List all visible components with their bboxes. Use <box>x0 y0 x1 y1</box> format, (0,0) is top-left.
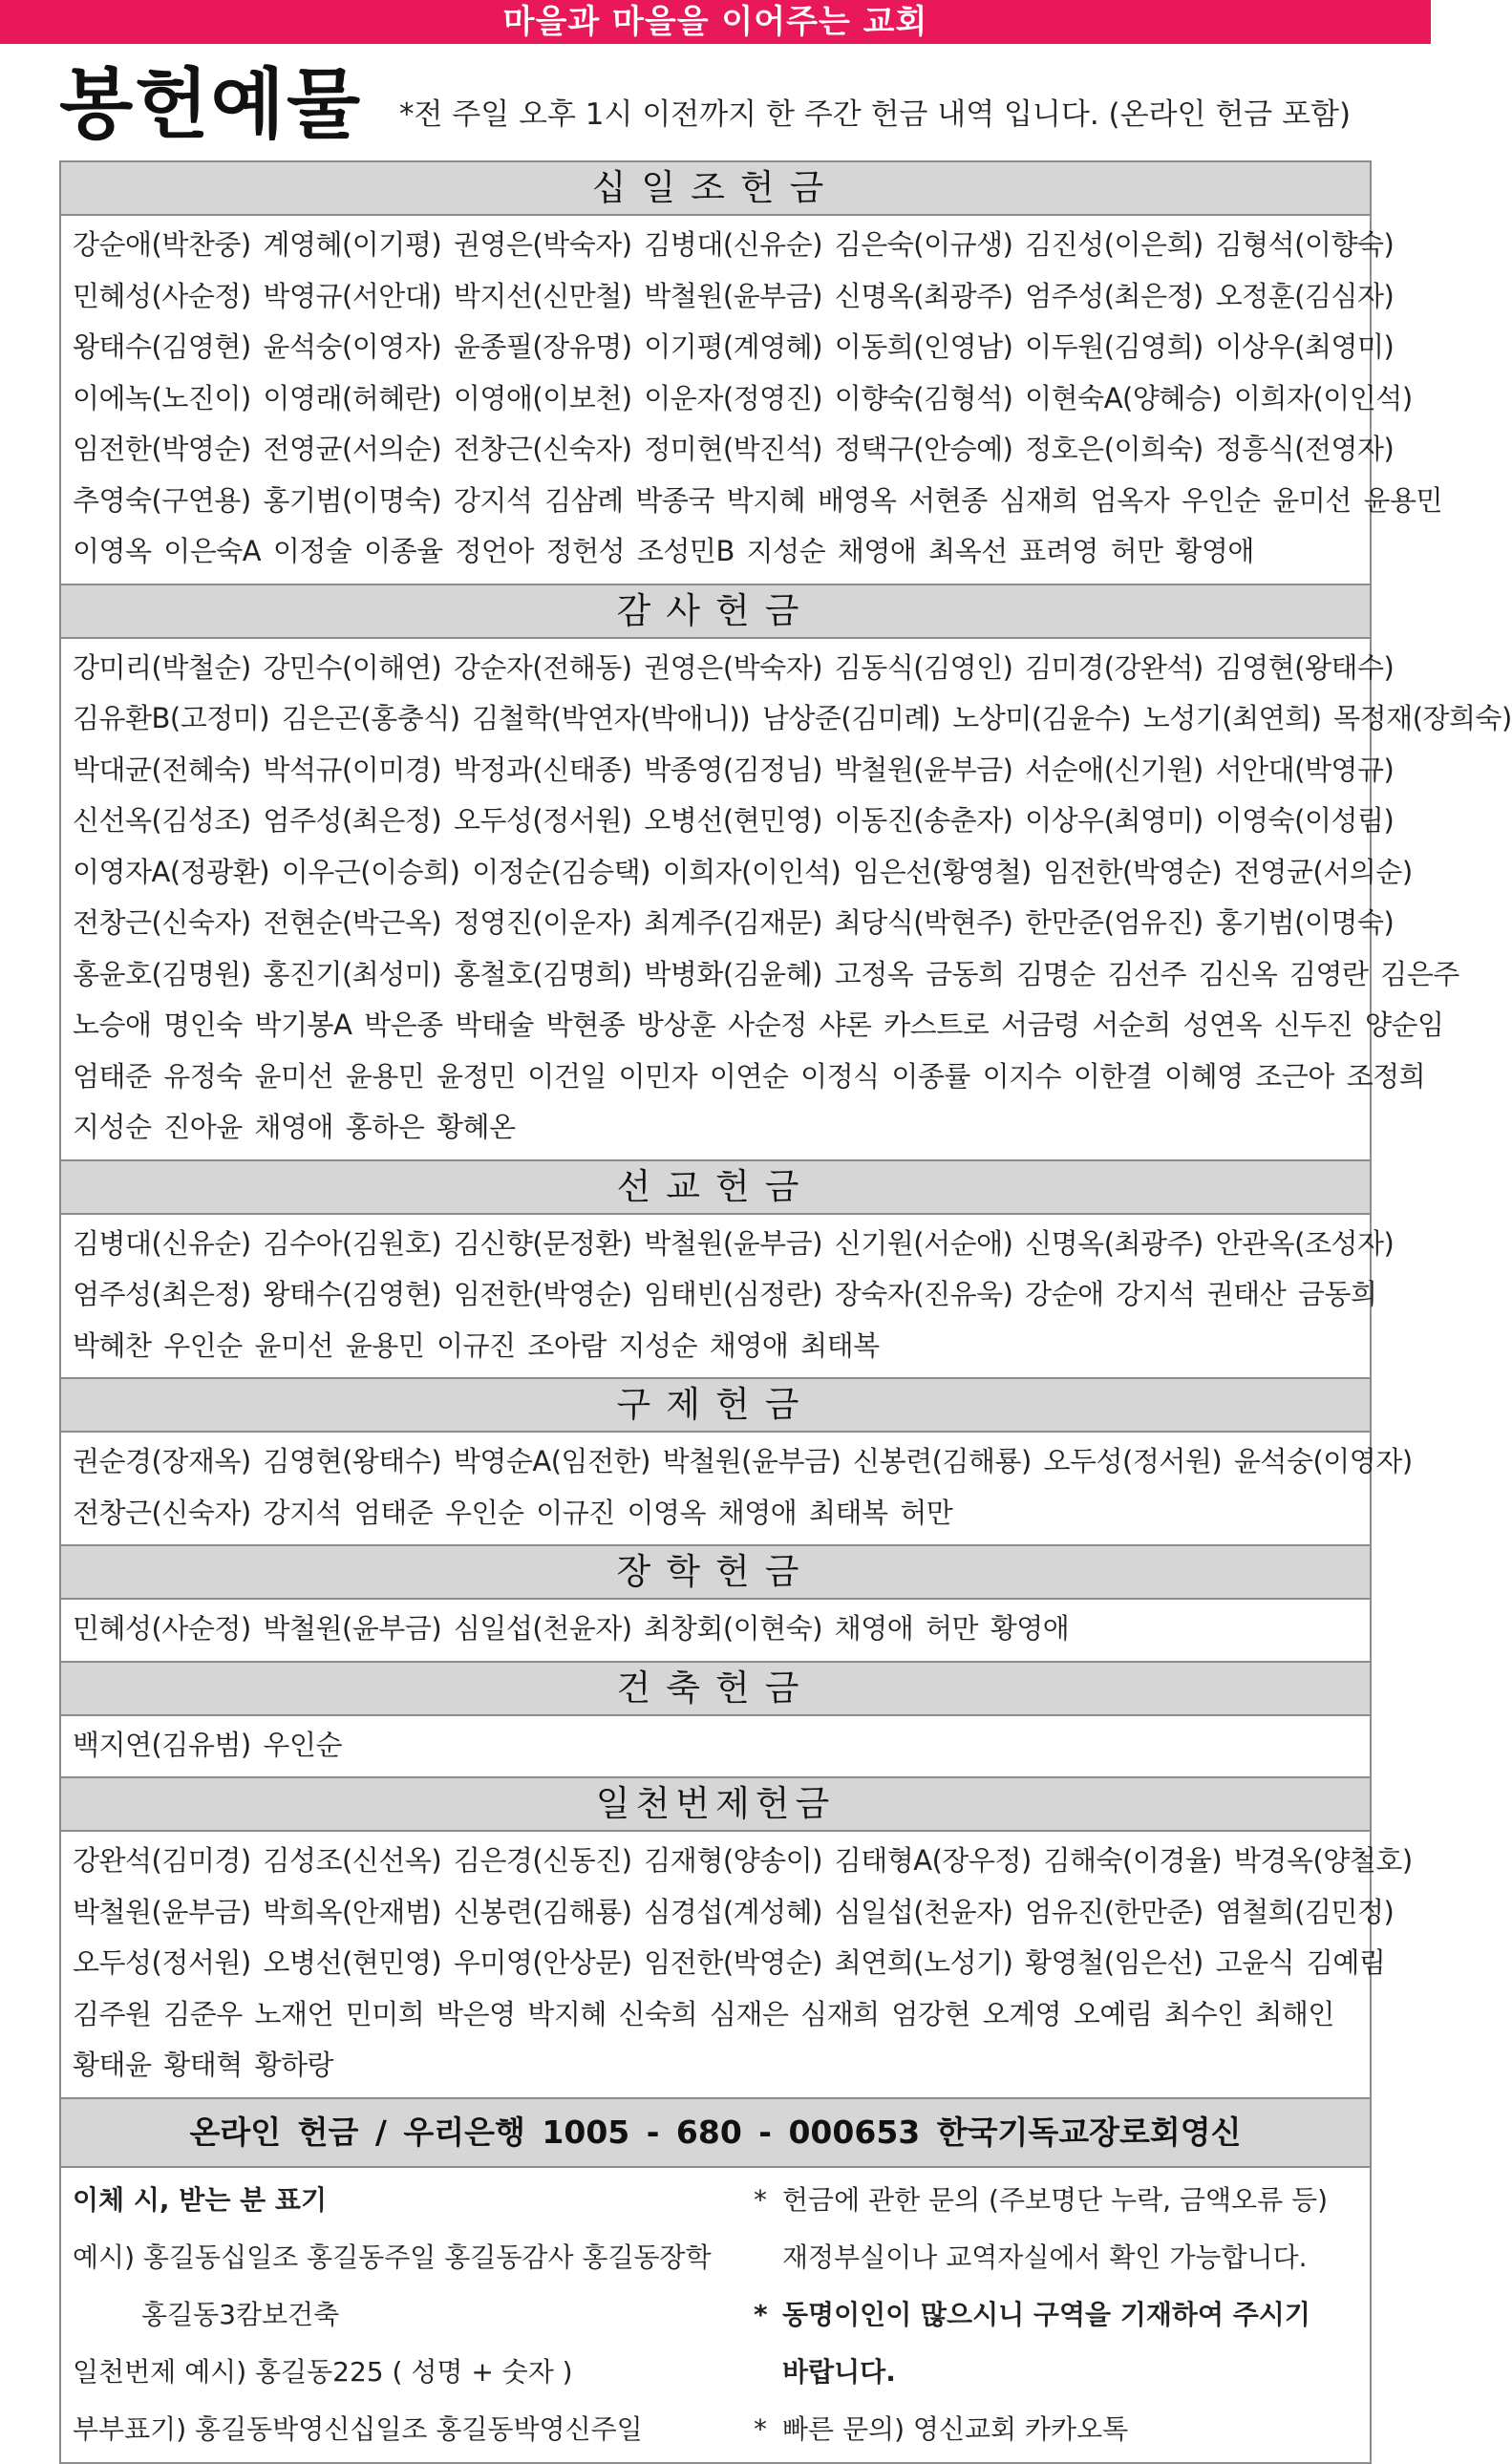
name-line: 박철원(윤부금) 박희옥(안재범) 신봉련(김해룡) 심경섭(계성혜) 심일섭(천윤자) 엄유진(한만준) 염철희(김민정) <box>73 1895 1395 1928</box>
name-line: 백지연(김유범) 우인순 <box>73 1728 342 1761</box>
section-title-mission: 선교헌금 <box>61 1161 1370 1215</box>
section-body-thousand <box>61 1832 1413 2099</box>
top-banner: 마을과 마을을 이어주는 교회 <box>0 0 1431 44</box>
name-line: 황태윤 황태혁 황하랑 <box>73 2049 334 2081</box>
transfer-example: 예시) 홍길동십일조 홍길동주일 홍길동감사 홍길동장학 <box>73 2241 712 2273</box>
name-line: 전창근(신숙자) 강지석 엄태준 우인순 이규진 이영옥 채영애 최태복 허만 <box>73 1496 953 1529</box>
name-line: 이에녹(노진이) 이영래(허혜란) 이영애(이보천) 이운자(정영진) 이향숙(김형석) 이현숙A(양혜승) 이희자(이인석) <box>73 381 1413 414</box>
name-line: 강순애(박찬중) 계영혜(이기평) 권영은(박숙자) 김병대(신유순) 김은숙(이규생) 김진성(이은희) 김형석(이향숙) <box>73 228 1395 261</box>
name-line: 추영숙(구연용) 홍기범(이명숙) 강지석 김삼례 박종국 박지혜 배영옥 서현종 심재희 엄옥자 우인순 윤미선 윤용민 <box>73 483 1443 517</box>
online-offering-info <box>61 2168 1370 2462</box>
section-title-thanks: 감사헌금 <box>61 585 1370 639</box>
section-title-thousand: 일천번제헌금 <box>61 1778 1370 1832</box>
couple-example: 부부표기) 홍길동박영신십일조 홍길동박영신주일 <box>73 2412 643 2445</box>
name-line: 권순경(장재옥) 김영현(왕태수) 박영순A(임전한) 박철원(윤부금) 신봉련(김해룡) 오두성(정서원) 윤석숭(이영자) <box>73 1445 1413 1477</box>
inquiry-note-cont: 재정부실이나 교역자실에서 확인 가능합니다. <box>782 2241 1308 2273</box>
name-line: 이영자A(정광환) 이우근(이승희) 이정순(김승택) 이희자(이인석) 임은선(황영철) 임전한(박영순) 전영균(서의순) <box>73 855 1413 888</box>
transfer-instructions <box>73 2172 741 2458</box>
name-line: 엄주성(최은정) 왕태수(김영현) 임전한(박영순) 임태빈(심정란) 장숙자(진유욱) 강순애 강지석 권태산 금동희 <box>73 1278 1377 1310</box>
name-line: 홍윤호(김명원) 홍진기(최성미) 홍철호(김명희) 박병화(김윤혜) 고정옥 금동희 김명순 김선주 김신옥 김영란 김은주 <box>73 957 1459 990</box>
thousand-example: 일천번제 예시) 홍길동225 ( 성명 + 숫자 ) <box>73 2355 573 2388</box>
name-line: 박혜찬 우인순 윤미선 윤용민 이규진 조아람 지성순 채영애 최태복 <box>73 1328 880 1362</box>
section-body-relief <box>61 1433 1413 1546</box>
section-body-mission <box>61 1215 1395 1380</box>
name-line: 박대균(전혜숙) 박석규(이미경) 박정과(신태종) 박종영(김정님) 박철원(윤부금) 서순애(신기원) 서안대(박영규) <box>73 753 1395 786</box>
name-line: 김유환B(고정미) 김은곤(홍충식) 김철학(박연자(박애니)) 남상준(김미례) 노상미(김윤수) 노성기(최연희) 목정재(장희숙) <box>73 702 1512 734</box>
transfer-example-cont: 홍길동3캄보건축 <box>141 2298 340 2330</box>
name-line: 노승애 명인숙 박기봉A 박은종 박태술 박현종 방상훈 사순정 샤론 카스트로 서금령 서순희 성연옥 신두진 양순임 <box>73 1009 1444 1041</box>
section-title-relief: 구제헌금 <box>61 1379 1370 1433</box>
name-line: 민혜성(사순정) 박영규(서안대) 박지선(신만철) 박철원(윤부금) 신명옥(최광주) 엄주성(최은정) 오정훈(김심자) <box>73 279 1395 312</box>
name-line: 엄태준 유정숙 윤미선 윤용민 윤정민 이건일 이민자 이연순 이정식 이종률 이지수 이한결 이혜영 조근아 조정희 <box>73 1059 1426 1093</box>
name-line: 강미리(박철순) 강민수(이해연) 강순자(전해동) 권영은(박숙자) 김동식(김영인) 김미경(강완석) 김영현(왕태수) <box>73 650 1395 684</box>
section-body-thanks <box>61 639 1512 1161</box>
bullet-star: * <box>754 2183 767 2216</box>
name-line: 강완석(김미경) 김성조(신선옥) 김은경(신동진) 김재형(양송이) 김태형A(장우정) 김해숙(이경율) 박경옥(양철호) <box>73 1844 1413 1877</box>
inquiry-note <box>754 2172 1365 2229</box>
name-line: 임전한(박영순) 전영균(서의순) 전창근(신숙자) 정미현(박진석) 정택구(안승예) 정호은(이희숙) 정흥식(전영자) <box>73 433 1395 465</box>
offering-board <box>59 160 1512 2464</box>
name-line: 김주원 김준우 노재언 민미희 박은영 박지혜 신숙희 심재은 심재희 엄강현 오계영 오예림 최수인 최해인 <box>73 1997 1334 2030</box>
page-title: 봉헌예물 <box>59 60 363 149</box>
same-name-note <box>754 2286 1365 2344</box>
section-title-building: 건축헌금 <box>61 1663 1370 1716</box>
header <box>0 44 1431 160</box>
name-line: 이영옥 이은숙A 이정술 이종율 정언아 정헌성 조성민B 지성순 채영애 최옥선 표려영 허만 황영애 <box>73 535 1254 567</box>
name-line: 오두성(정서원) 오병선(현민영) 우미영(안상문) 임전한(박영순) 최연희(노성기) 황영철(임은선) 고윤식 김예림 <box>73 1946 1386 1979</box>
online-offering-title: 온라인 헌금 / 우리은행 1005 - 680 - 000653 한국기독교장로회영신 <box>61 2099 1370 2168</box>
same-name-note-cont: 바랍니다. <box>782 2355 896 2388</box>
same-name-note-text: 동명이인이 많으시니 구역을 기재하여 주시기 <box>782 2298 1310 2330</box>
section-body-tithe <box>61 216 1443 585</box>
transfer-heading: 이체 시, 받는 분 표기 <box>73 2183 328 2216</box>
name-line: 김병대(신유순) 김수아(김원호) 김신향(문정환) 박철원(윤부금) 신기원(서순애) 신명옥(최광주) 안관옥(조성자) <box>73 1226 1395 1260</box>
header-note: *전 주일 오후 1시 이전까지 한 주간 헌금 내역 입니다. (온라인 헌금 포함) <box>399 97 1352 132</box>
kakao-note <box>754 2401 1365 2458</box>
bullet-star: * <box>754 2298 768 2330</box>
section-title-scholarship: 장학헌금 <box>61 1546 1370 1600</box>
name-line: 왕태수(김영현) 윤석숭(이영자) 윤종필(장유명) 이기평(계영혜) 이동희(인영남) 이두원(김영희) 이상우(최영미) <box>73 330 1395 363</box>
bullet-star: * <box>754 2412 767 2445</box>
name-line: 신선옥(김성조) 엄주성(최은정) 오두성(정서원) 오병선(현민영) 이동진(송춘자) 이상우(최영미) 이영숙(이성림) <box>73 804 1395 837</box>
kakao-note-text: 빠른 문의) 영신교회 카카오톡 <box>782 2412 1129 2445</box>
name-line: 지성순 진아윤 채영애 홍하은 황혜온 <box>73 1111 516 1143</box>
inquiry-note-text: 헌금에 관한 문의 (주보명단 누락, 금액오류 등) <box>782 2183 1329 2216</box>
name-line: 민혜성(사순정) 박철원(윤부금) 심일섭(천윤자) 최창회(이현숙) 채영애 허만 황영애 <box>73 1612 1070 1645</box>
section-body-scholarship <box>61 1600 1370 1663</box>
section-body-building <box>61 1716 1370 1779</box>
inquiry-notes <box>754 2172 1365 2458</box>
section-title-tithe: 십일조헌금 <box>61 162 1370 216</box>
name-line: 전창근(신숙자) 전현순(박근옥) 정영진(이운자) 최계주(김재문) 최당식(박현주) 한만준(엄유진) 홍기범(이명숙) <box>73 906 1395 939</box>
